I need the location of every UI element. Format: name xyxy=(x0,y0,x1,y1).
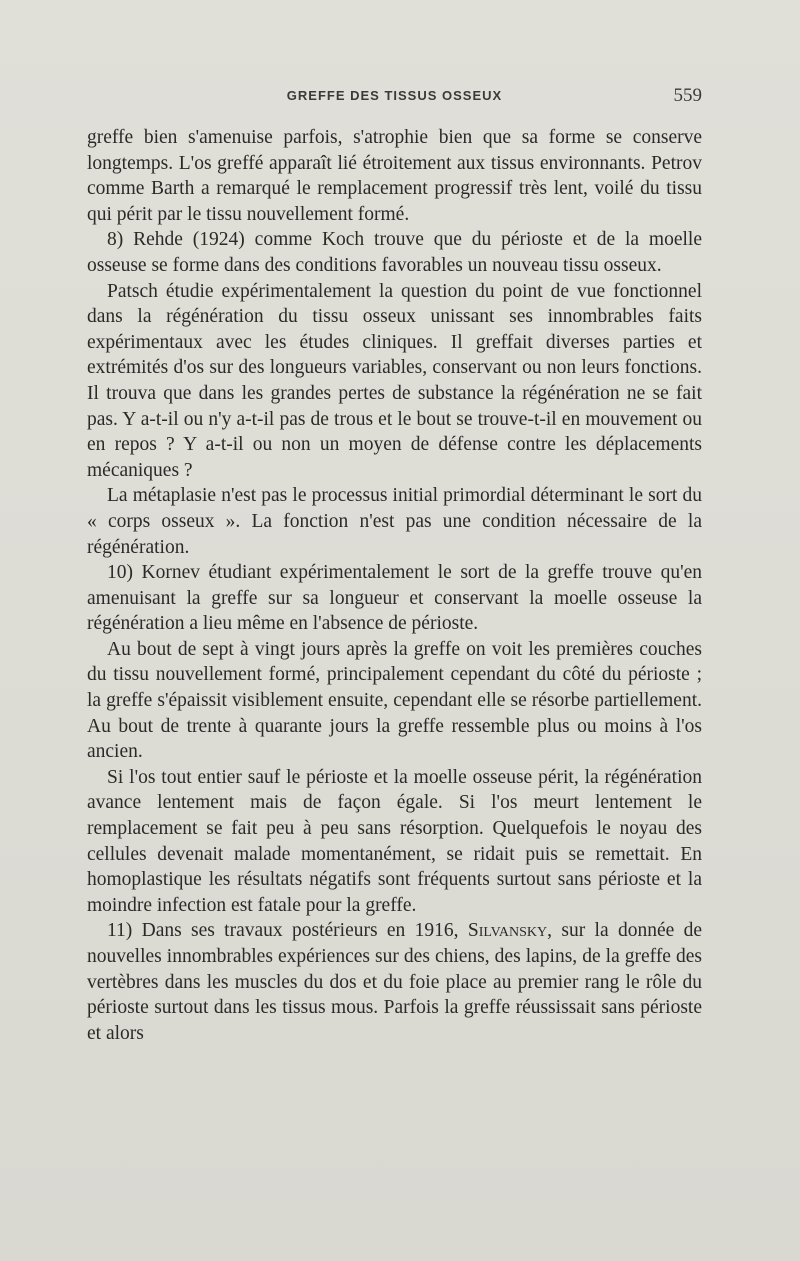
paragraph: 8) Rehde (1924) comme Koch trouve que du périoste et de la moelle osseuse se forme dans des conditions favorables un nouveau tissu osseux. xyxy=(87,229,702,276)
paragraph: Au bout de sept à vingt jours après la greffe on voit les premières couches du tissu nouvellement formé, principalement cependant du côté du périoste ; la greffe s'épaissit visiblement ensuite, cependant elle se résorbe partiellement. Au bout de trente à quarante jours la greffe ressemble plus ou moins à l'os ancien. xyxy=(87,638,702,763)
paragraph-text: , sur la donnée de nouvelles innombrables expériences sur des chiens, des lapins, de la greffe des vertèbres dans les muscles du dos et du foie place au premier rang le rôle du périoste surtout dans les tissus mous. Parfois la greffe réussissait sans périoste et alors xyxy=(87,920,702,1044)
paragraph: 10) Kornev étudiant expérimentalement le sort de la greffe trouve qu'en amenuisant la greffe sur sa longueur et conservant la moelle osseuse la régénération a lieu même en l'absence de périoste. xyxy=(87,562,702,635)
paragraph: Si l'os tout entier sauf le périoste et la moelle osseuse périt, la régénération avance lentement mais de façon égale. Si l'os meurt lentement le remplacement se fait peu à peu sans résorption. Quelquefois le noyau des cellules devenait malade momentanément, se ridait puis se remettait. En homoplastique les résultats négatifs sont fréquents surtout sans périoste et la moindre infection est fatale pour la greffe. xyxy=(87,766,702,916)
paragraph: La métaplasie n'est pas le processus initial primordial déterminant le sort du « corps osseux ». La fonction n'est pas une condition nécessaire de la régénération. xyxy=(87,485,702,558)
page-number: 559 xyxy=(673,85,702,106)
paragraph: Patsch étudie expérimentalement la question du point de vue fonctionnel dans la régénération du tissu osseux unissant ses innombrables faits expérimentaux avec les études cliniques. Il greffait diverses parties et extrémités d'os sur des longueurs variables, conservant ou non leurs fonctions. Il trouva que dans les grandes pertes de substance la régénération ne se fait pas. Y a-t-il ou n'y a-t-il pas de trous et le bout se trouve-t-il en mouvement ou en repos ? Y a-t-il ou non un moyen de défense contre les déplacements mécaniques ? xyxy=(87,280,702,481)
body-text xyxy=(87,125,702,1046)
author-name: Silvansky xyxy=(467,920,548,942)
paragraph: greffe bien s'amenuise parfois, s'atrophie bien que sa forme se conserve longtemps. L'os greffé apparaît lié étroitement aux tissus environnants. Petrov comme Barth a remarqué le remplacement progressif très lent, voilé du tissu qui périt par le tissu nouvellement formé. xyxy=(87,127,702,225)
page-header xyxy=(87,85,702,112)
running-title: GREFFE DES TISSUS OSSEUX xyxy=(286,88,503,103)
paragraph xyxy=(87,918,702,1046)
paragraph-text: 11) Dans ses travaux postérieurs en 1916, xyxy=(107,920,468,942)
